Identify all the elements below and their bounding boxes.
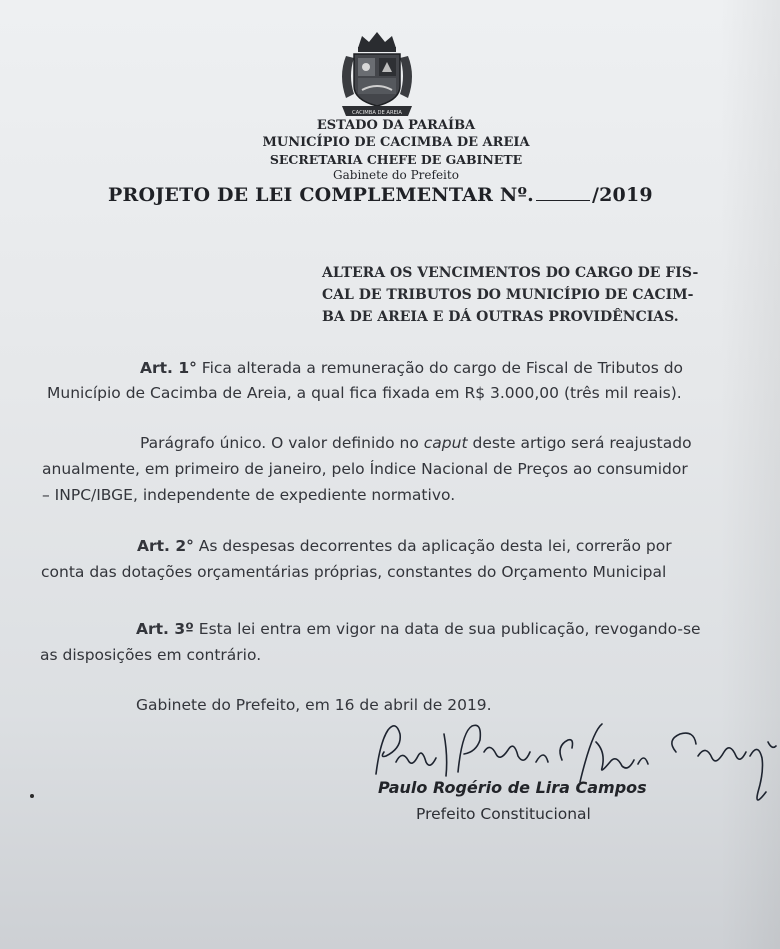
- paragrafo-line1: [140, 434, 692, 452]
- ink-dot: [30, 794, 34, 798]
- header-state: ESTADO DA PARAÍBA: [316, 118, 476, 133]
- art3-line1: [136, 620, 701, 638]
- municipal-coat-of-arms-icon: [334, 28, 420, 120]
- crest-banner-text: CACIMBA DE AREIA: [352, 110, 402, 116]
- caput-term: caput: [423, 434, 468, 452]
- art2-line2: conta das dotações orçamentárias próprias, constantes do Orçamento Municipal: [41, 563, 667, 581]
- art1-text: Fica alterada a remuneração do cargo de Fiscal de Tributos do: [196, 359, 684, 377]
- date-line: Gabinete do Prefeito, em 16 de abril de 2019.: [136, 696, 492, 714]
- art3-line2: as disposições em contrário.: [40, 646, 262, 664]
- document-title: [108, 184, 653, 206]
- paragrafo-line2: anualmente, em primeiro de janeiro, pelo Índice Nacional de Preços ao consumidor: [42, 460, 688, 478]
- ementa: [322, 262, 742, 328]
- paragrafo-text-a: Parágrafo único. O valor definido no: [140, 434, 424, 452]
- art3-label: Art. 3º: [136, 620, 194, 638]
- header-secretariat: SECRETARIA CHEFE DE GABINETE: [269, 152, 523, 167]
- header-municipality: MUNICÍPIO DE CACIMBA DE AREIA: [262, 135, 530, 150]
- art1-line2: Município de Cacimba de Areia, a qual fica fixada em R$ 3.000,00 (três mil reais).: [47, 384, 682, 402]
- title-number-blank: [536, 186, 590, 201]
- ementa-line: CAL DE TRIBUTOS DO MUNICÍPIO DE CACIM-: [322, 287, 694, 303]
- ementa-line: ALTERA OS VENCIMENTOS DO CARGO DE FIS-: [322, 265, 699, 281]
- art1-label: Art. 1°: [140, 359, 197, 377]
- art2-label: Art. 2°: [137, 537, 194, 555]
- paragrafo-line3: – INPC/IBGE, independente de expediente normativo.: [42, 486, 456, 504]
- paragrafo-text-b: deste artigo será reajustado: [467, 434, 692, 452]
- title-suffix: /2019: [591, 184, 653, 206]
- header-office: Gabinete do Prefeito: [333, 168, 459, 182]
- art2-text: As despesas decorrentes da aplicação desta lei, correrão por: [193, 537, 672, 555]
- handwritten-signature: [366, 712, 780, 812]
- art1-line1: [140, 359, 683, 377]
- signer-role: Prefeito Constitucional: [416, 805, 591, 823]
- signer-name: Paulo Rogério de Lira Campos: [378, 778, 647, 797]
- title-prefix: PROJETO DE LEI COMPLEMENTAR Nº.: [108, 184, 534, 206]
- ementa-line: BA DE AREIA E DÁ OUTRAS PROVIDÊNCIAS.: [322, 309, 679, 325]
- art2-line1: [137, 537, 672, 555]
- art3-text: Esta lei entra em vigor na data de sua publicação, revogando-se: [193, 620, 701, 638]
